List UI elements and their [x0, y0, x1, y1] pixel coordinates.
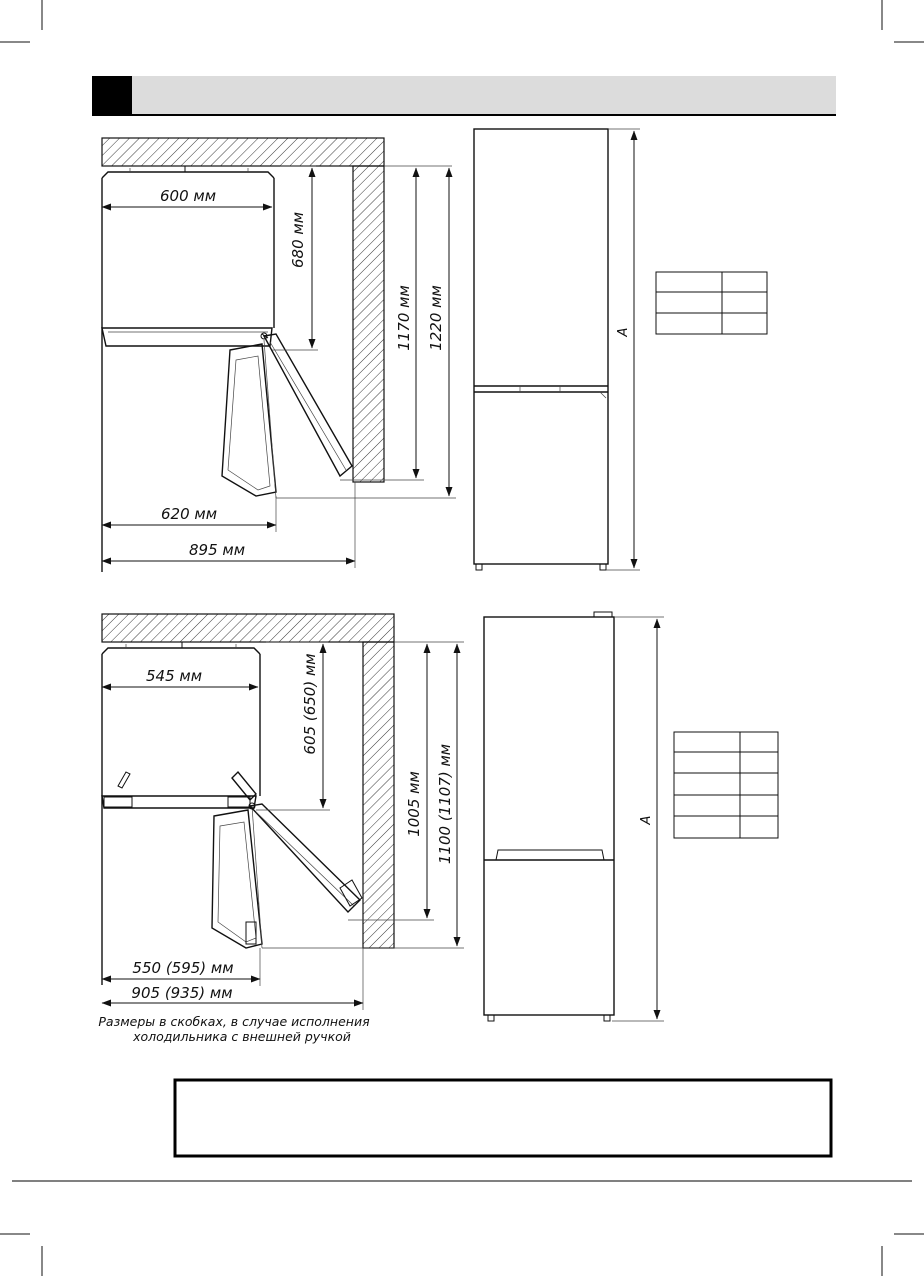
height-open-label: 1170 мм — [395, 285, 413, 351]
top-front-view — [474, 129, 767, 570]
bottom-side-diagram — [98, 614, 464, 1044]
bracket-note-line1: Размеры в скобках, в случае исполнения — [98, 1014, 370, 1029]
height-total-label: 1220 мм — [427, 285, 445, 351]
height-axis-label: A — [639, 815, 654, 825]
back-wall — [353, 166, 384, 482]
top-side-diagram — [102, 138, 456, 572]
depth-open-label: 895 мм — [188, 541, 246, 559]
model-dimension-table — [674, 732, 778, 838]
ceiling-wall — [102, 614, 394, 642]
depth-label: 620 мм — [160, 505, 218, 523]
depth-open-label: 905 (935) мм — [131, 984, 233, 1002]
depth-label: 550 (595) мм — [132, 959, 234, 977]
bracket-note-line2: холодильника с внешней ручкой — [133, 1029, 351, 1044]
notice-box — [175, 1080, 831, 1156]
door-top-label: 605 (650) мм — [301, 653, 319, 755]
section-header — [92, 76, 836, 115]
ceiling-wall — [102, 138, 384, 166]
width-label: 545 мм — [145, 667, 203, 685]
back-wall — [363, 642, 394, 948]
width-label: 600 мм — [159, 187, 217, 205]
height-axis-label: A — [616, 327, 631, 337]
bottom-front-view — [484, 612, 778, 1021]
section-number-box — [92, 76, 132, 114]
door-top-label: 680 мм — [289, 211, 307, 269]
height-open-label: 1005 мм — [405, 771, 423, 837]
model-dimension-table — [656, 272, 767, 334]
height-total-label: 1100 (1107) мм — [436, 743, 454, 865]
